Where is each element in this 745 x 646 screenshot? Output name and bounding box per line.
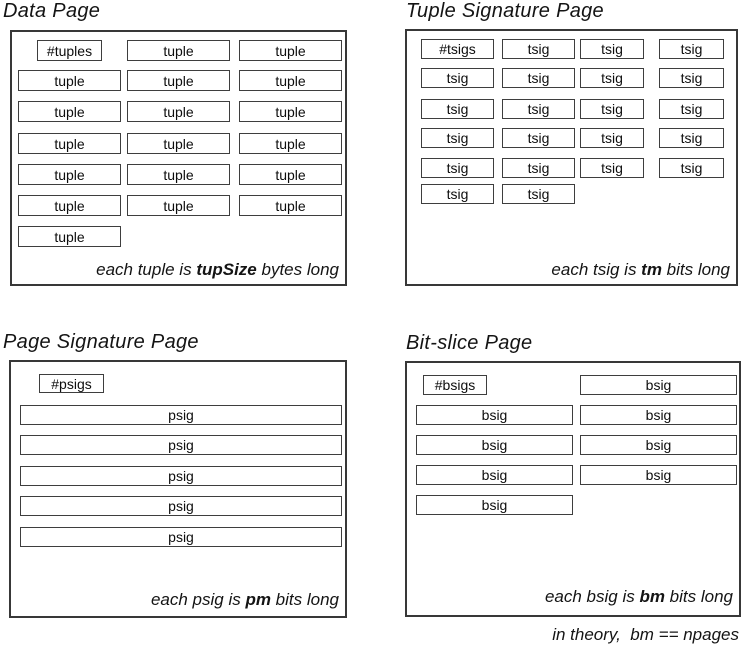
box-label: tuple — [163, 103, 194, 120]
box-label: tuple — [54, 135, 85, 152]
tuple-box — [18, 133, 121, 154]
bsig-box — [580, 435, 737, 455]
caption-data-page — [96, 261, 339, 278]
tuple-box — [239, 101, 342, 122]
box-label: tsig — [601, 41, 623, 57]
tuple-box — [18, 195, 121, 216]
box-label: tsig — [446, 160, 469, 176]
tsig-box — [421, 128, 494, 148]
tsig-box — [580, 128, 644, 148]
box-label: tuple — [163, 72, 194, 89]
tsig-box — [421, 68, 494, 88]
box-label: psig — [168, 437, 194, 453]
caption-keyword: tm — [641, 260, 662, 279]
box-label: tuple — [163, 166, 194, 183]
caption-text: bits long — [661, 260, 730, 279]
box-label: #bsigs — [434, 377, 476, 393]
tsig-box — [659, 128, 724, 148]
bsig-box — [580, 375, 737, 395]
psig-box — [20, 435, 342, 455]
tuple-box — [127, 164, 230, 185]
tuple-box — [18, 164, 121, 185]
caption-bslice-page — [545, 588, 733, 605]
box-label: tsig — [601, 101, 623, 117]
caption-keyword: bm — [639, 587, 665, 606]
box-label: tsig — [680, 70, 703, 86]
box-label: tsig — [680, 41, 703, 57]
tuple-box — [18, 70, 121, 91]
caption-psig-page — [151, 591, 339, 608]
tsig-box — [502, 68, 575, 88]
tsig-box — [659, 39, 724, 59]
box-label: tuple — [54, 197, 85, 214]
tsig-box — [502, 184, 575, 204]
tuple-box — [239, 40, 342, 61]
psig-box — [20, 527, 342, 547]
count-box-tuples — [37, 40, 102, 61]
caption-text: each bsig is — [544, 587, 640, 606]
box-label: tuple — [54, 228, 85, 245]
tuple-box — [239, 195, 342, 216]
box-label: tuple — [275, 197, 306, 214]
box-label: tuple — [275, 166, 306, 183]
box-label: #tsigs — [439, 41, 476, 57]
box-label: tsig — [446, 70, 469, 86]
box-label: tsig — [601, 130, 623, 146]
caption-text: each tsig is — [551, 260, 642, 279]
caption-text: bits long — [664, 587, 733, 606]
box-label: tuple — [275, 42, 306, 59]
box-label: tsig — [446, 186, 469, 202]
box-label: tuple — [163, 135, 194, 152]
footnote-bm-npages: in theory, bm == npages — [552, 625, 739, 644]
caption-keyword: pm — [245, 590, 271, 609]
box-label: tuple — [54, 72, 85, 89]
box-label: tsig — [601, 70, 623, 86]
bsig-box — [580, 465, 737, 485]
tsig-box — [502, 99, 575, 119]
box-label: tsig — [446, 101, 469, 117]
tuple-box — [127, 40, 230, 61]
tuple-box — [18, 101, 121, 122]
tuple-box — [127, 70, 230, 91]
panel-title-data-page: Data Page — [3, 0, 101, 22]
tuple-box — [239, 70, 342, 91]
bsig-box — [416, 405, 573, 425]
count-box-tsigs — [421, 39, 494, 59]
panel-page-signature-page — [9, 360, 347, 618]
box-label: bsig — [645, 437, 672, 453]
box-label: tsig — [680, 130, 703, 146]
box-label: bsig — [481, 467, 508, 483]
box-label: tsig — [527, 130, 550, 146]
box-label: bsig — [645, 377, 672, 393]
tsig-box — [659, 99, 724, 119]
tsig-box — [580, 99, 644, 119]
tuple-box — [127, 101, 230, 122]
box-label: tsig — [446, 130, 469, 146]
box-label: tuple — [54, 103, 85, 120]
bsig-box — [416, 465, 573, 485]
tsig-box — [502, 39, 575, 59]
box-label: bsig — [481, 407, 508, 423]
tsig-box — [580, 158, 644, 178]
box-label: tsig — [527, 101, 550, 117]
box-label: tuple — [275, 72, 306, 89]
caption-text: each psig is — [150, 590, 246, 609]
box-label: tuple — [275, 135, 306, 152]
box-label: bsig — [481, 497, 508, 513]
box-label: bsig — [481, 437, 508, 453]
box-label: bsig — [645, 467, 672, 483]
tsig-box — [659, 68, 724, 88]
panel-title-bslice-page: Bit-slice Page — [406, 332, 533, 354]
tsig-box — [502, 158, 575, 178]
caption-tsig-page — [551, 261, 730, 278]
caption-text: bytes long — [256, 260, 339, 279]
psig-box — [20, 405, 342, 425]
box-label: tsig — [601, 160, 623, 176]
box-label: psig — [168, 468, 194, 484]
panel-tuple-signature-page — [405, 29, 738, 286]
tuple-box — [239, 164, 342, 185]
panel-bit-slice-page — [405, 361, 741, 617]
box-label: tsig — [527, 186, 550, 202]
tsig-box — [421, 158, 494, 178]
tsig-box — [421, 99, 494, 119]
box-label: #psigs — [51, 375, 92, 392]
tsig-box — [580, 68, 644, 88]
tsig-box — [502, 128, 575, 148]
tuple-box — [18, 226, 121, 247]
box-label: tsig — [527, 160, 550, 176]
panel-title-psig-page: Page Signature Page — [3, 331, 199, 353]
box-label: psig — [168, 529, 194, 545]
box-label: psig — [168, 407, 194, 423]
box-label: #tuples — [46, 42, 93, 59]
bsig-box — [580, 405, 737, 425]
box-label: tsig — [527, 70, 550, 86]
box-label: tuple — [163, 42, 194, 59]
box-label: tuple — [163, 197, 194, 214]
tsig-box — [659, 158, 724, 178]
psig-box — [20, 496, 342, 516]
panel-data-page — [10, 30, 347, 286]
count-box-bsigs — [423, 375, 487, 395]
tsig-box — [580, 39, 644, 59]
box-label: tsig — [527, 41, 550, 57]
box-label: tsig — [680, 160, 703, 176]
tuple-box — [127, 195, 230, 216]
box-label: tsig — [680, 101, 703, 117]
panel-title-tsig-page: Tuple Signature Page — [406, 0, 604, 22]
box-label: tuple — [54, 166, 85, 183]
tuple-box — [127, 133, 230, 154]
tsig-box — [421, 184, 494, 204]
box-label: tuple — [275, 103, 306, 120]
psig-box — [20, 466, 342, 486]
box-label: bsig — [645, 407, 672, 423]
bsig-box — [416, 495, 573, 515]
tuple-box — [239, 133, 342, 154]
box-label: psig — [168, 498, 194, 514]
count-box-psigs — [39, 374, 104, 393]
caption-text: bits long — [270, 590, 339, 609]
bsig-box — [416, 435, 573, 455]
caption-keyword: tupSize — [196, 260, 257, 279]
caption-text: each tuple is — [96, 260, 197, 279]
